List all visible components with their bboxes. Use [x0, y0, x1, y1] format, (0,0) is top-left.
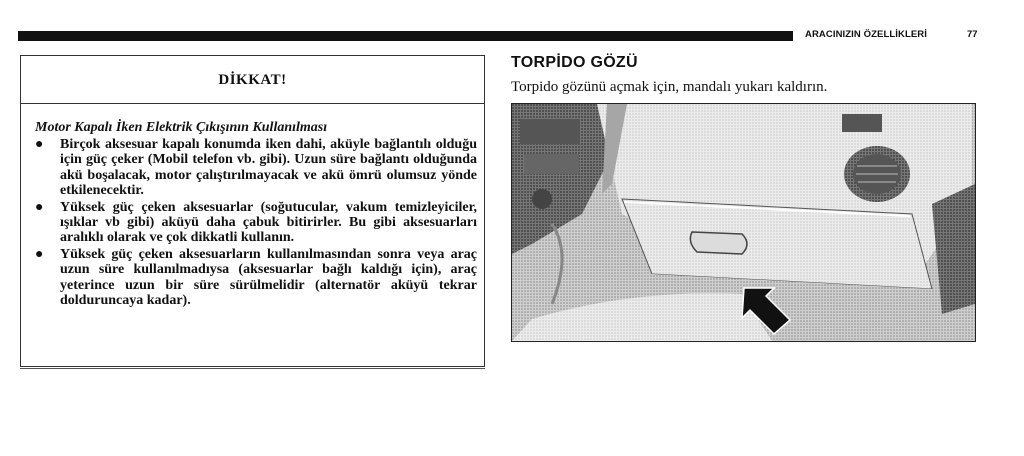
header-bar: [18, 31, 793, 41]
bullet-icon: ●: [35, 246, 44, 262]
warning-box: [20, 55, 485, 367]
list-item-text: Birçok aksesuar kapalı konumda iken dahi, aküyle bağlantılı olduğu için güç çeker (Mobil telefon vb. gibi). Uzun süre bağlantı olduğunda akü boşalacak, motor çalıştırılmayacak ve akü ömrü olumsuz yönde etkilenecektir.: [60, 137, 477, 199]
warning-title: DİKKAT!: [21, 56, 484, 104]
bullet-icon: ●: [35, 199, 44, 215]
bullet-icon: ●: [35, 137, 44, 152]
glovebox-heading: TORPİDO GÖZÜ: [511, 54, 638, 71]
glovebox-instruction: Torpido gözünü açmak için, mandalı yukarı kaldırın.: [511, 79, 828, 95]
page-number: 77: [967, 29, 978, 40]
list-item: [35, 200, 477, 246]
list-item: [35, 247, 477, 309]
warning-subtitle: Motor Kapalı İken Elektrik Çıkışının Kullanılması: [35, 120, 328, 135]
glovebox-illustration: [512, 104, 975, 341]
divider: [20, 368, 485, 369]
list-item-text: Yüksek güç çeken aksesuarlar (soğutucular, vakum temizleyiciler, ışıklar vb gibi) aküyü daha çabuk bitirirler. Bu gibi aksesuarları aralıklı olarak ve çok dikkatli kullanın.: [60, 199, 477, 246]
warning-bullet-list: [35, 137, 477, 309]
list-item-text: Yüksek güç çeken aksesuarların kullanılmasından sonra veya araç uzun süre kullanılmadıysa (aksesuarlar bağlı kaldığı için), araç yeterince uzun bir süre sürülmelidir (alternatör aküyü tekrar dolduruncaya kadar).: [60, 246, 477, 309]
glovebox-photo: [511, 103, 976, 342]
section-title: ARACINIZIN ÖZELLİKLERİ: [805, 29, 927, 40]
list-item: [35, 137, 477, 199]
